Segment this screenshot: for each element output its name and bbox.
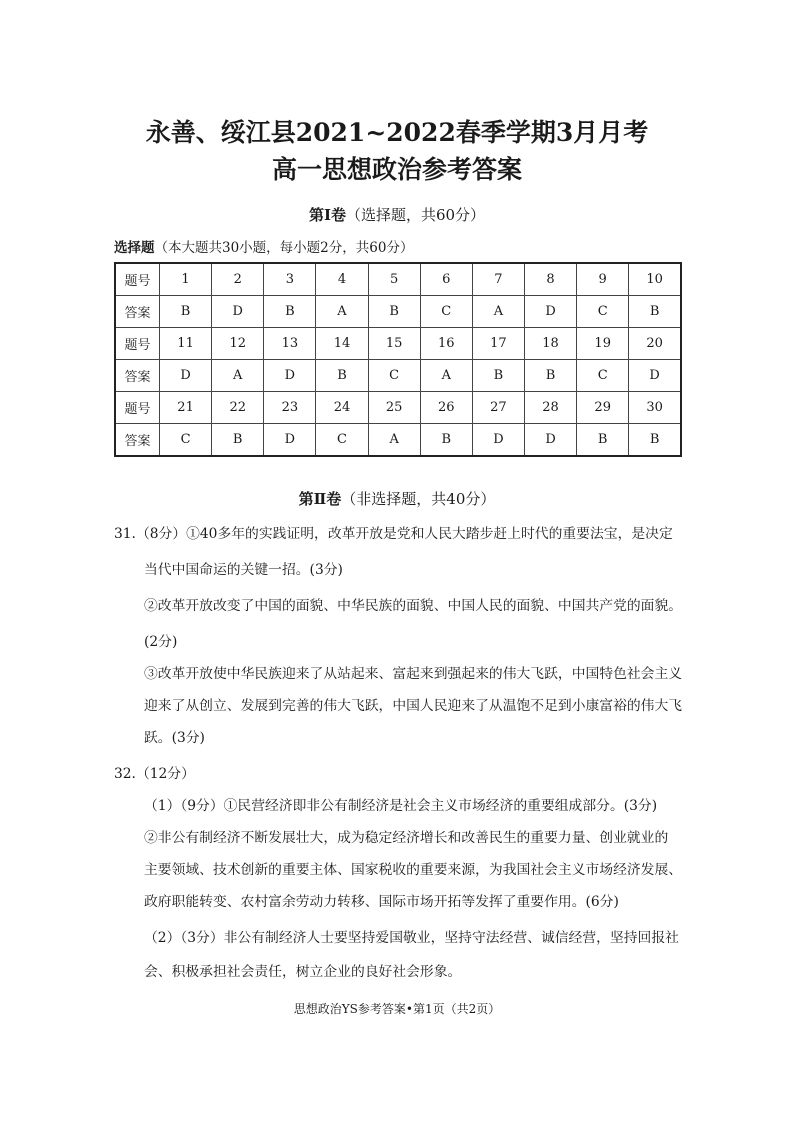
answer-row bbox=[115, 360, 681, 392]
question-number-cell: 20 bbox=[629, 328, 681, 360]
choice-intro-desc: （本大题共30小题，每小题2分，共60分） bbox=[154, 240, 414, 256]
answer-cell: B bbox=[264, 296, 316, 328]
answer-cell: D bbox=[160, 360, 212, 392]
q32-line-3: 主要领域、技术创新的重要主体、国家税收的重要来源，为我国社会主义市场经济发展、 bbox=[144, 862, 683, 878]
answer-cell: D bbox=[264, 360, 316, 392]
answer-cell: A bbox=[420, 360, 472, 392]
answer-label-cell: 答案 bbox=[115, 424, 160, 457]
answer-cell: C bbox=[577, 296, 629, 328]
q32-line-4: 政府职能转变、农村富余劳动力转移、国际市场开拓等发挥了重要作用。(6分) bbox=[144, 894, 619, 910]
question-number-cell: 23 bbox=[264, 392, 316, 424]
question-label-cell: 题号 bbox=[115, 263, 160, 296]
question-number-cell: 16 bbox=[420, 328, 472, 360]
question-number-row bbox=[115, 328, 681, 360]
answer-cell: A bbox=[316, 296, 368, 328]
question-number-cell: 25 bbox=[368, 392, 420, 424]
answer-table bbox=[114, 262, 682, 457]
choice-intro bbox=[114, 236, 413, 256]
choice-intro-label: 选择题 bbox=[114, 240, 155, 256]
question-label-cell: 题号 bbox=[115, 328, 160, 360]
question-number-cell: 26 bbox=[420, 392, 472, 424]
q31-line-7: 跃。(3分) bbox=[144, 730, 205, 746]
question-number-cell: 14 bbox=[316, 328, 368, 360]
q32-line-6: 会、积极承担社会责任，树立企业的良好社会形象。 bbox=[144, 964, 462, 980]
question-label-cell: 题号 bbox=[115, 392, 160, 424]
answer-cell: D bbox=[524, 296, 576, 328]
question-number-cell: 10 bbox=[629, 263, 681, 296]
answer-cell: B bbox=[316, 360, 368, 392]
answer-cell: B bbox=[629, 424, 681, 457]
answer-cell: C bbox=[420, 296, 472, 328]
section1-heading-desc: （选择题，共60分） bbox=[345, 206, 486, 224]
section1-heading-label: 第Ⅰ卷 bbox=[308, 206, 346, 224]
question-number-cell: 5 bbox=[368, 263, 420, 296]
page-footer: 思想政治YS参考答案•第1页（共2页） bbox=[293, 1002, 501, 1016]
answer-cell: B bbox=[577, 424, 629, 457]
question-number-cell: 12 bbox=[212, 328, 264, 360]
question-number-cell: 15 bbox=[368, 328, 420, 360]
q31-line-5: ③改革开放使中华民族迎来了从站起来、富起来到强起来的伟大飞跃，中国特色社会主义 bbox=[144, 666, 683, 682]
q31-line-1: 31.（8分）①40多年的实践证明，改革开放是党和人民大踏步赶上时代的重要法宝，是决定 bbox=[114, 526, 673, 542]
q32-line-2: ②非公有制经济不断发展壮大，成为稳定经济增长和改善民生的重要力量、创业就业的 bbox=[144, 830, 669, 846]
answer-cell: C bbox=[577, 360, 629, 392]
question-number-cell: 22 bbox=[212, 392, 264, 424]
answer-cell: B bbox=[629, 296, 681, 328]
q32-heading: 32.（12分） bbox=[114, 766, 195, 782]
q31-line-2: 当代中国命运的关键一招。(3分) bbox=[144, 562, 343, 578]
answer-cell: D bbox=[212, 296, 264, 328]
q31-line-4: (2分) bbox=[144, 634, 178, 650]
document-title-line1: 永善、绥江县2021~2022春季学期3月月考 bbox=[145, 118, 649, 147]
answer-cell: C bbox=[316, 424, 368, 457]
answer-cell: D bbox=[524, 424, 576, 457]
question-number-cell: 19 bbox=[577, 328, 629, 360]
question-number-cell: 4 bbox=[316, 263, 368, 296]
answer-cell: D bbox=[264, 424, 316, 457]
answer-row bbox=[115, 424, 681, 457]
section2-heading-label: 第Ⅱ卷 bbox=[298, 490, 342, 508]
answer-label-cell: 答案 bbox=[115, 360, 160, 392]
answer-cell: C bbox=[160, 424, 212, 457]
q31-line-3: ②改革开放改变了中国的面貌、中华民族的面貌、中国人民的面貌、中国共产党的面貌。 bbox=[144, 598, 683, 614]
document-title-line2: 高一思想政治参考答案 bbox=[271, 155, 522, 184]
section2-heading bbox=[0, 488, 794, 509]
answer-cell: A bbox=[212, 360, 264, 392]
answer-label-cell: 答案 bbox=[115, 296, 160, 328]
answer-cell: B bbox=[368, 296, 420, 328]
question-number-cell: 13 bbox=[264, 328, 316, 360]
question-number-cell: 1 bbox=[160, 263, 212, 296]
question-number-cell: 28 bbox=[524, 392, 576, 424]
question-number-cell: 18 bbox=[524, 328, 576, 360]
question-number-cell: 6 bbox=[420, 263, 472, 296]
question-number-cell: 27 bbox=[472, 392, 524, 424]
question-number-cell: 24 bbox=[316, 392, 368, 424]
question-number-cell: 21 bbox=[160, 392, 212, 424]
question-number-cell: 9 bbox=[577, 263, 629, 296]
answer-cell: A bbox=[472, 296, 524, 328]
answer-cell: A bbox=[368, 424, 420, 457]
q32-line-5: （2）（3分）非公有制经济人士要坚持爱国敬业，坚持守法经营、诚信经营，坚持回报社 bbox=[144, 930, 679, 946]
question-number-cell: 17 bbox=[472, 328, 524, 360]
section2-heading-desc: （非选择题，共40分） bbox=[341, 490, 496, 508]
answer-cell: D bbox=[472, 424, 524, 457]
answer-cell: B bbox=[212, 424, 264, 457]
section1-heading bbox=[0, 204, 794, 225]
question-number-cell: 30 bbox=[629, 392, 681, 424]
answer-row bbox=[115, 296, 681, 328]
question-number-cell: 8 bbox=[524, 263, 576, 296]
answer-cell: B bbox=[524, 360, 576, 392]
q31-line-6: 迎来了从创立、发展到完善的伟大飞跃，中国人民迎来了从温饱不足到小康富裕的伟大飞 bbox=[144, 698, 683, 714]
answer-cell: B bbox=[472, 360, 524, 392]
question-number-cell: 3 bbox=[264, 263, 316, 296]
question-number-row bbox=[115, 263, 681, 296]
question-number-cell: 7 bbox=[472, 263, 524, 296]
q32-line-1: （1）（9分）①民营经济即非公有制经济是社会主义市场经济的重要组成部分。(3分) bbox=[144, 798, 658, 814]
answer-cell: C bbox=[368, 360, 420, 392]
answer-cell: B bbox=[420, 424, 472, 457]
answer-cell: B bbox=[160, 296, 212, 328]
answer-cell: D bbox=[629, 360, 681, 392]
question-number-cell: 11 bbox=[160, 328, 212, 360]
question-number-row bbox=[115, 392, 681, 424]
question-number-cell: 2 bbox=[212, 263, 264, 296]
question-number-cell: 29 bbox=[577, 392, 629, 424]
